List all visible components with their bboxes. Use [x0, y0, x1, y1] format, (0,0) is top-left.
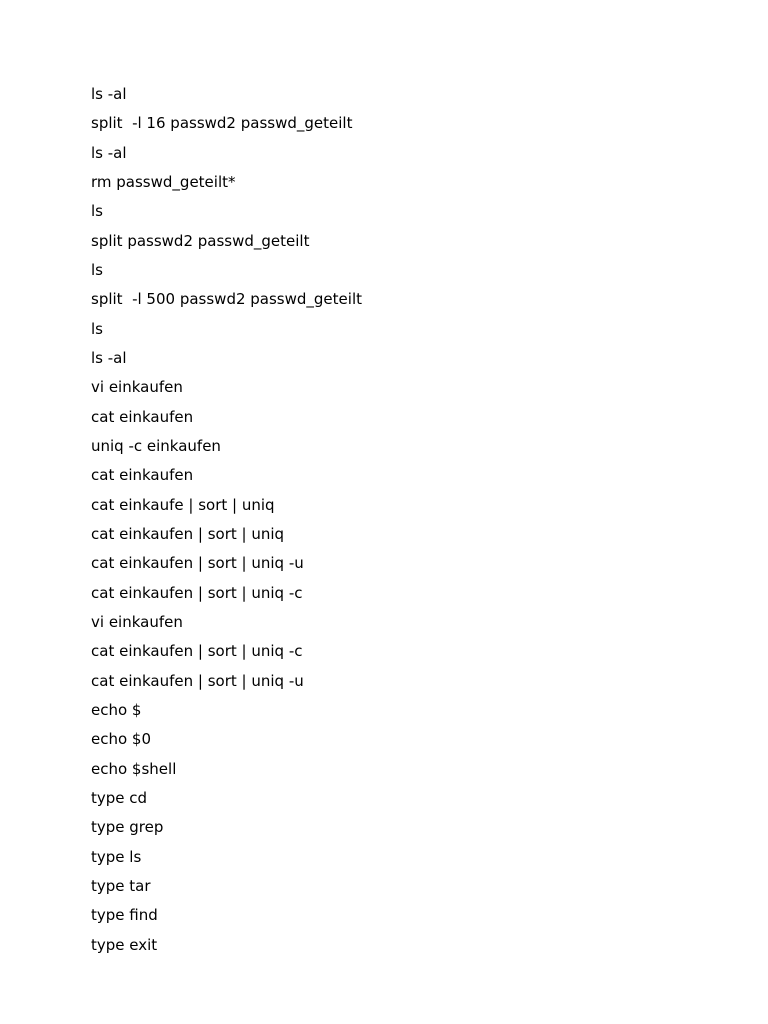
- command-line: cat einkaufen: [91, 407, 194, 426]
- command-line: cat einkaufen | sort | uniq -c: [91, 642, 303, 661]
- command-line: type cd: [91, 788, 148, 807]
- command-line: ls -al: [91, 348, 127, 367]
- command-line: echo $: [91, 700, 142, 719]
- command-line: type ls: [91, 847, 142, 866]
- command-line: ls: [91, 202, 103, 221]
- command-line: echo $shell: [91, 759, 177, 778]
- command-line: cat einkaufe | sort | uniq: [91, 495, 275, 514]
- command-line: vi einkaufen: [91, 612, 183, 631]
- command-line: type grep: [91, 818, 164, 837]
- command-line: type tar: [91, 876, 151, 895]
- command-line: split -l 16 passwd2 passwd_geteilt: [91, 114, 353, 133]
- command-line: ls -al: [91, 85, 127, 103]
- command-list: [91, 84, 362, 964]
- command-line: cat einkaufen: [91, 466, 194, 485]
- command-line: split -l 500 passwd2 passwd_geteilt: [91, 290, 362, 309]
- command-line: cat einkaufen | sort | uniq: [91, 524, 285, 543]
- command-line: cat einkaufen | sort | uniq -u: [91, 554, 304, 573]
- command-line: split passwd2 passwd_geteilt: [91, 231, 310, 250]
- command-line: type exit: [91, 935, 158, 954]
- command-line: cat einkaufen | sort | uniq -u: [91, 671, 304, 690]
- command-line: ls -al: [91, 143, 127, 162]
- command-line: uniq -c einkaufen: [91, 436, 221, 455]
- command-line: type find: [91, 906, 158, 925]
- command-line: cat einkaufen | sort | uniq -c: [91, 583, 303, 602]
- command-line: ls: [91, 260, 103, 279]
- command-line: rm passwd_geteilt*: [91, 172, 236, 191]
- command-line: ls: [91, 319, 103, 338]
- command-line: vi einkaufen: [91, 378, 183, 397]
- command-line: echo $0: [91, 730, 152, 749]
